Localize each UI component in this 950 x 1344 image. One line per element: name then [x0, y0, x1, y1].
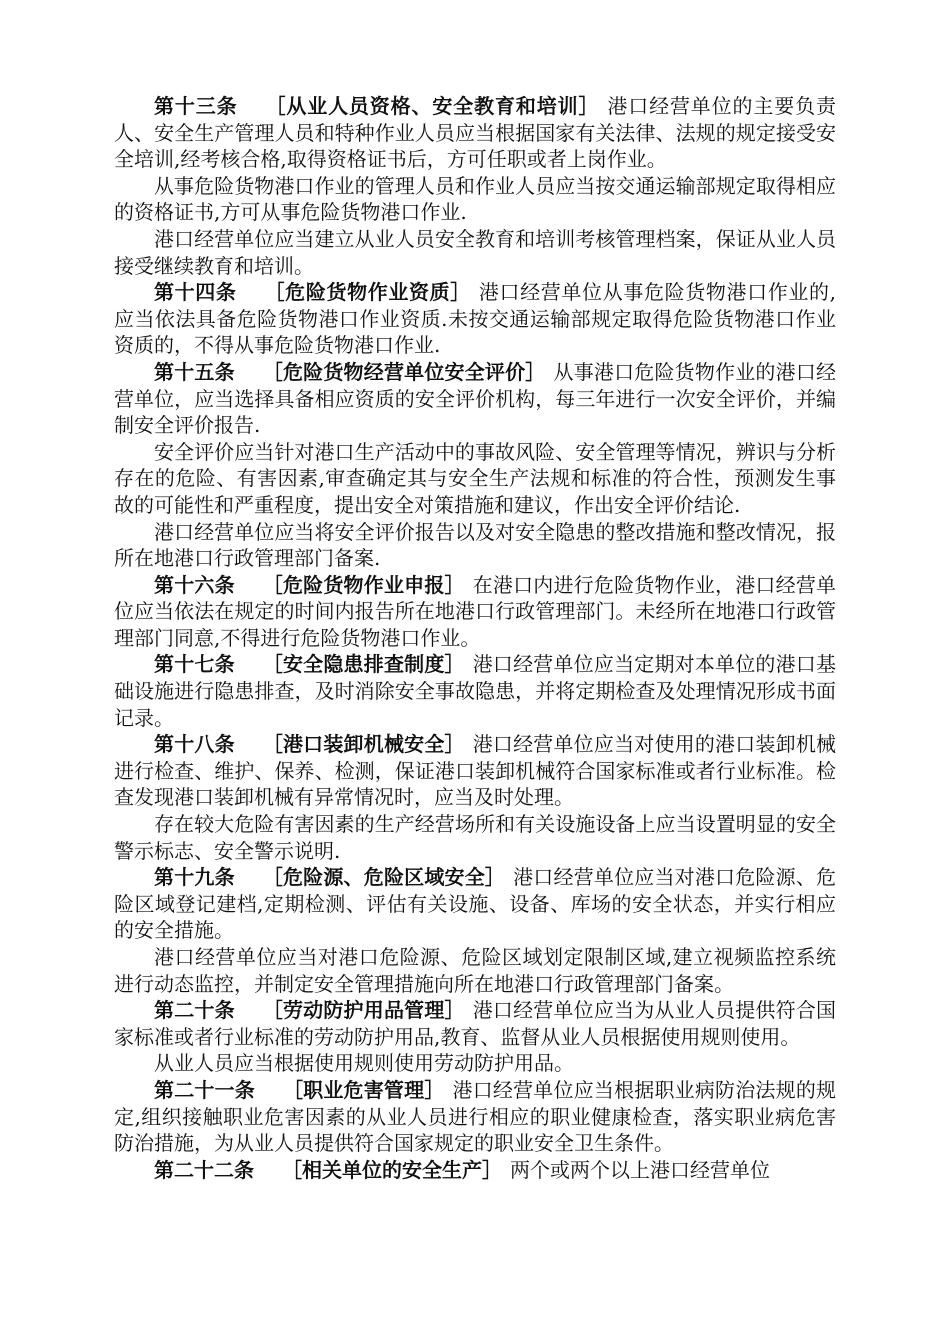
- article-title: ［危险源、危险区域安全］: [262, 865, 506, 890]
- article-title: ［危险货物作业申报］: [262, 572, 465, 597]
- article-paragraph: [114, 439, 836, 519]
- article-text: 港口经营单位从事危险货物港口作业的,应当依法具备危险货物港口作业资质.未按交通运输部规定取得危险货物港口作业资质的，不得从事危险货物港口作业.: [114, 280, 837, 358]
- article-text: 从事港口危险货物作业的港口经营单位，应当选择具备相应资质的安全评价机构，每三年进行一次安全评价，并编制安全评价报告.: [114, 359, 837, 438]
- article-paragraph: [114, 864, 836, 944]
- article-title: ［相关单位的安全生产］: [282, 1157, 502, 1182]
- article-text: 港口经营单位应当对使用的港口装卸机械进行检查、维护、保养、检测，保证港口装卸机械符合国家标准或者行业标准。检查发现港口装卸机械有异常情况时，应当及时处理。: [114, 732, 837, 810]
- article-title: ［安全隐患排查制度］: [262, 652, 465, 677]
- article-text: 从业人员应当根据使用规则使用劳动防护用品。: [154, 1051, 574, 1076]
- article-number: 第十八条: [154, 732, 235, 757]
- article-paragraph: [114, 226, 836, 279]
- article-title: ［危险货物经营单位安全评价］: [262, 359, 546, 384]
- article-title: ［危险货物作业资质］: [264, 280, 471, 305]
- article-paragraph: [114, 651, 836, 731]
- article-text: 港口经营单位应当建立从业人员安全教育和培训考核管理档案，保证从业人员接受继续教育和培训。: [114, 226, 836, 278]
- article-paragraph: [114, 173, 836, 226]
- article-number: 第十三条: [154, 94, 238, 118]
- article-title: ［港口装卸机械安全］: [262, 732, 465, 757]
- article-text: 从事危险货物港口作业的管理人员和作业人员应当按交通运输部规定取得相应的资格证书,方可从事危险货物港口作业.: [114, 173, 836, 225]
- article-title: ［职业危害管理］: [282, 1077, 445, 1102]
- article-paragraph: [114, 1050, 836, 1077]
- article-number: 第十五条: [154, 359, 235, 384]
- article-number: 第二十条: [154, 998, 235, 1023]
- article-paragraph: [114, 1157, 836, 1184]
- article-number: 第十六条: [154, 572, 235, 597]
- article-title: ［劳动防护用品管理］: [262, 998, 465, 1023]
- article-number: 第十四条: [154, 280, 237, 305]
- article-number: 第二十二条: [154, 1157, 254, 1182]
- article-paragraph: [114, 997, 836, 1050]
- article-paragraph: [114, 572, 836, 652]
- article-text: 港口经营单位应当对港口危险源、危险区域划定限制区域,建立视频监控系统进行动态监控，并制定安全管理措施向所在地港口行政管理部门备案。: [114, 945, 836, 996]
- article-number: 第十七条: [154, 652, 235, 677]
- article-text: 存在较大危险有害因素的生产经营场所和有关设施设备上应当设置明显的安全警示标志、安全警示说明.: [114, 812, 836, 863]
- article-text: 港口经营单位的主要负责人、安全生产管理人员和特种作业人员应当根据国家有关法律、法规的规定接受安全培训,经考核合格,取得资格证书后，方可任职或者上岗作业。: [114, 94, 837, 172]
- article-paragraph: [114, 93, 836, 173]
- article-text: 两个或两个以上港口经营单位: [510, 1157, 770, 1182]
- article-text: 港口经营单位应当定期对本单位的港口基础设施进行隐患排查，及时消除安全事故隐患，并将定期检查及处理情况形成书面记录。: [114, 652, 837, 730]
- article-text: 港口经营单位应当为从业人员提供符合国家标准或者行业标准的劳动防护用品,教育、监督从业人员根据使用规则使用。: [114, 998, 837, 1049]
- article-title: ［从业人员资格、安全教育和培训］: [265, 94, 600, 118]
- article-paragraph: [114, 1077, 836, 1157]
- article-text: 港口经营单位应当对港口危险源、危险区域登记建档,定期检测、评估有关设施、设备、库场的安全状态，并实行相应的安全措施。: [114, 865, 837, 943]
- article-paragraph: [114, 944, 836, 997]
- article-paragraph: [114, 811, 836, 864]
- article-paragraph: [114, 279, 836, 359]
- article-text: 在港口内进行危险货物作业，港口经营单位应当依法在规定的时间内报告所在地港口行政管理部门。未经所在地港口行政管理部门同意,不得进行危险货物港口作业。: [114, 572, 837, 650]
- document-page: [114, 93, 836, 1183]
- article-paragraph: [114, 359, 836, 439]
- article-paragraph: [114, 731, 836, 811]
- article-number: 第二十一条: [154, 1077, 255, 1102]
- article-paragraph: [114, 519, 836, 572]
- article-text: 港口经营单位应当根据职业病防治法规的规定,组织接触职业危害因素的从业人员进行相应的职业健康检查，落实职业病危害防治措施，为从业人员提供符合国家规定的职业安全卫生条件。: [114, 1077, 837, 1156]
- article-text: 港口经营单位应当将安全评价报告以及对安全隐患的整改措施和整改情况，报所在地港口行政管理部门备案.: [114, 519, 836, 571]
- article-text: 安全评价应当针对港口生产活动中的事故风险、安全管理等情况，辨识与分析存在的危险、有害因素,审查确定其与安全生产法规和标准的符合性，预测发生事故的可能性和严重程度，提出安全对策措施和建议，作出安全评价结论.: [114, 439, 836, 517]
- article-number: 第十九条: [154, 865, 235, 890]
